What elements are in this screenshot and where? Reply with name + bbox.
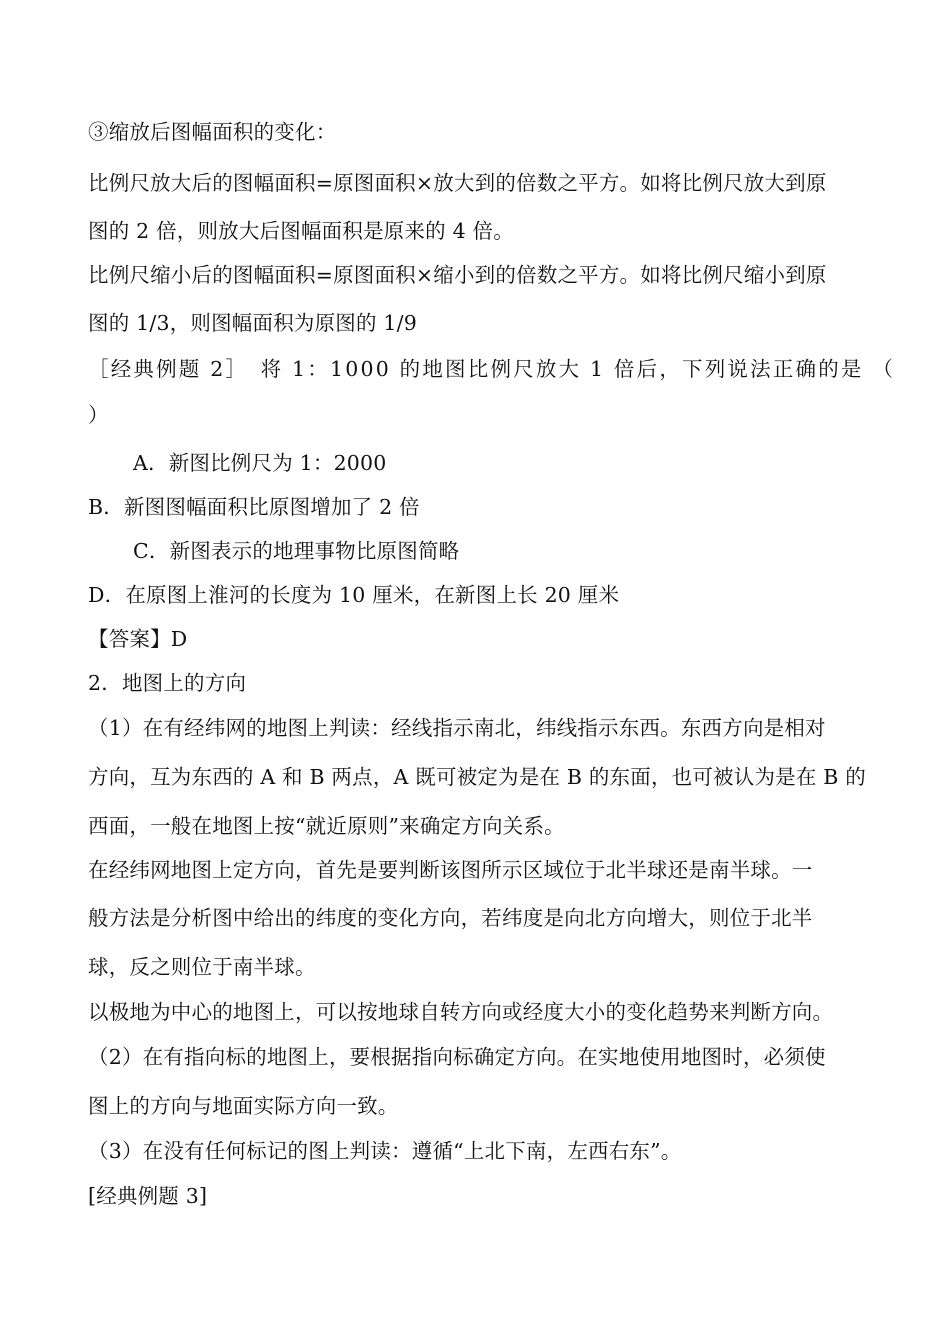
- option-d: D．在原图上淮河的长度为 10 厘米，在新图上长 20 厘米: [88, 583, 620, 607]
- example-2-question: ［经典例题 2］ 将 1：1000 的地图比例尺放大 1 倍后，下列说法正确的是 （: [88, 357, 896, 381]
- example-2-question-close: ）: [88, 403, 109, 427]
- paragraph-hemisphere-line-2: 般方法是分析图中给出的纬度的变化方向，若纬度是向北方向增大，则位于北半: [88, 906, 813, 930]
- paragraph-enlarge-line-2: 图的 2 倍，则放大后图幅面积是原来的 4 倍。: [88, 219, 514, 243]
- section-heading-direction: 2．地图上的方向: [88, 671, 247, 695]
- paragraph-hemisphere-line-1: 在经纬网地图上定方向，首先是要判断该图所示区域位于北半球还是南半球。一: [88, 858, 813, 882]
- answer: 【答案】D: [88, 627, 188, 651]
- subheading-area-change: ③缩放后图幅面积的变化：: [88, 120, 337, 144]
- paragraph-reduce-line-2: 图的 1/3，则图幅面积为原图的 1/9: [88, 311, 418, 335]
- paragraph-hemisphere-line-3: 球，反之则位于南半球。: [88, 955, 316, 979]
- paragraph-no-marks: （3）在没有任何标记的图上判读：遵循“上北下南，左西右东”。: [88, 1139, 682, 1163]
- paragraph-reduce-line-1: 比例尺缩小后的图幅面积=原图面积×缩小到的倍数之平方。如将比例尺缩小到原: [88, 263, 827, 287]
- option-b: B．新图图幅面积比原图增加了 2 倍: [88, 495, 420, 519]
- paragraph-graticule-line-1: （1）在有经纬网的地图上判读：经线指示南北，纬线指示东西。东西方向是相对: [88, 716, 826, 740]
- paragraph-compass-line-2: 图上的方向与地面实际方向一致。: [88, 1094, 399, 1118]
- option-c: C．新图表示的地理事物比原图简略: [133, 539, 460, 563]
- paragraph-enlarge-line-1: 比例尺放大后的图幅面积=原图面积×放大到的倍数之平方。如将比例尺放大到原: [88, 171, 827, 195]
- paragraph-graticule-line-2: 方向，互为东西的 A 和 B 两点，A 既可被定为是在 B 的东面，也可被认为是在 B 的: [88, 765, 866, 789]
- example-3-heading: [经典例题 3]: [88, 1184, 208, 1208]
- paragraph-graticule-line-3: 西面，一般在地图上按“就近原则”来确定方向关系。: [88, 814, 565, 838]
- option-a: A．新图比例尺为 1：2000: [133, 451, 387, 475]
- paragraph-compass-line-1: （2）在有指向标的地图上，要根据指向标确定方向。在实地使用地图时，必须使: [88, 1045, 826, 1069]
- paragraph-polar: 以极地为中心的地图上，可以按地球自转方向或经度大小的变化趋势来判断方向。: [88, 1000, 834, 1024]
